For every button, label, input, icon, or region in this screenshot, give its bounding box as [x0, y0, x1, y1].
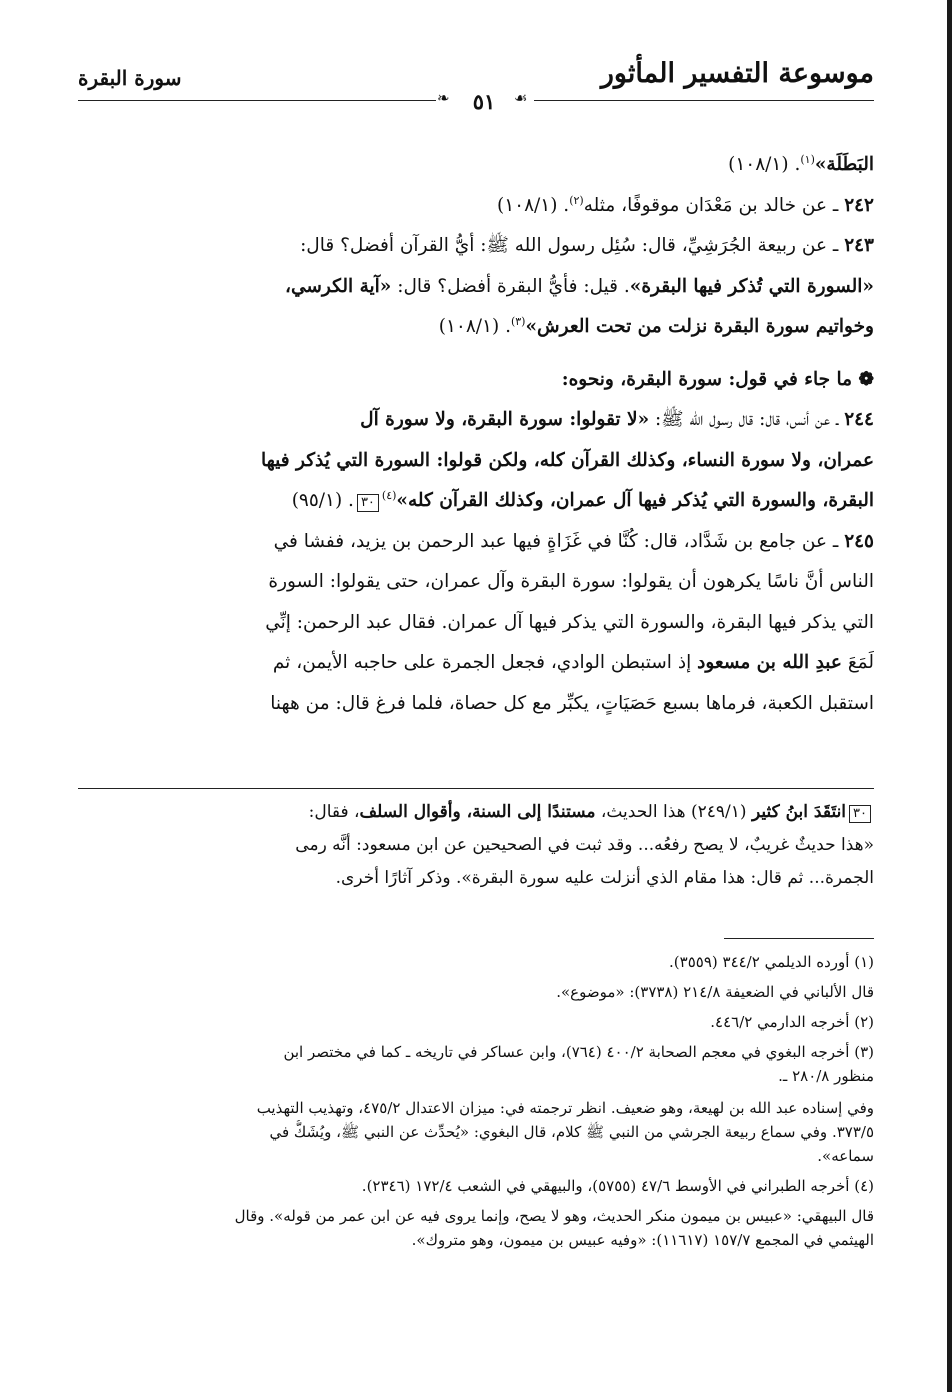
footnote-line: (٢) أخرجه الدارمي ٤٤٦/٢.	[710, 1013, 874, 1031]
header-rule-left	[78, 100, 436, 101]
flower-ornament-icon: ❁	[852, 368, 874, 390]
footnote-separator	[724, 938, 874, 939]
note-ref-box: ٣٠	[357, 494, 379, 512]
entry-243-line: وخواتيم سورة البقرة نزلت من تحت العرش»$^{(٣)}$. (١٠٨/١)	[438, 314, 874, 337]
footnote-line: (٣) أخرجه البغوي في معجم الصحابة ٤٠٠/٢ (٧٦٤)، وابن عساكر في تاريخه ـ كما في مختصر ابن	[283, 1043, 874, 1061]
footnote-line: منظور ٢٨٠/٨ ـ.	[778, 1067, 874, 1085]
main-text	[78, 145, 874, 724]
footnotes	[78, 950, 874, 1252]
footnote-line: (١) أورده الديلمي ٣٤٤/٢ (٣٥٥٩).	[669, 953, 874, 971]
footnote-ref: (١)	[800, 152, 815, 166]
entry-245-line: التي يذكر فيها البقرة، والسورة التي يذكر فيها آل عمران. فقال عبد الرحمن: إنِّي	[265, 611, 874, 633]
footnote-line: قال الألباني في الضعيفة ٢١٤/٨ (٣٧٣٨): «موضوع».	[556, 983, 874, 1001]
entry-243-line: ٢٤٣ ـ عن ربيعة الجُرَشِيِّ، قال: سُئِل رسول الله ﷺ: أيُّ القرآن أفضل؟ قال:	[300, 235, 874, 256]
footnote-line: قال البيهقي: «عبيس بن ميمون منكر الحديث، وهو لا يصح، وإنما يروى فيه عن ابن عمر من قوله». وقال	[234, 1207, 874, 1225]
footnote-line: الهيثمي في المجمع ١٥٧/٧ (١١٦١٧): «وفيه عبيس بن ميمون، وهو متروك».	[411, 1231, 874, 1249]
footnote-ref: (٢)	[569, 193, 584, 207]
entry-244-line: ٢٤٤ ـ عن أنس، قال: قال رسول الله ﷺ: «لا تقولوا: سورة البقرة، ولا سورة آل	[360, 409, 874, 430]
entry-243-line: «السورة التي تُذكر فيها البقرة». قيل: فأيُّ البقرة أفضل؟ قال: «آية الكرسي،	[285, 275, 874, 297]
footnote-ref: (٤)	[381, 488, 397, 502]
note-line: «هذا حديثٌ غريبٌ، لا يصح رفعُه... وقد ثبت في الصحيحين عن ابن مسعود: أنَّه رمى	[295, 835, 874, 855]
entry-number: ٢٤٢	[844, 194, 874, 216]
footnote-ref: (٣)	[510, 314, 526, 328]
editorial-note	[78, 796, 874, 895]
running-title-surah: سورة البقرة	[78, 66, 182, 90]
page-number: ٥١	[472, 89, 496, 114]
entry-number: ٢٤٥	[844, 530, 874, 552]
entry-244-line: عمران، ولا سورة النساء، وكذلك القرآن كله، ولكن قولوا: السورة التي يُذكر فيها	[261, 449, 874, 471]
header-rule-right	[534, 100, 874, 101]
entry-number: ٢٤٣	[844, 235, 874, 256]
footnote-line: وفي إسناده عبد الله بن لهيعة، وهو ضعيف. انظر ترجمته في: ميزان الاعتدال ٤٧٥/٢، وتهذيب التهذيب	[256, 1099, 874, 1117]
ornament-left-icon: ❧	[437, 89, 450, 107]
footnote-line: (٤) أخرجه الطبراني في الأوسط ٤٧/٦ (٥٧٥٥)، والبيهقي في الشعب ١٧٢/٤ (٢٣٤٦).	[361, 1177, 874, 1195]
footnote-line: سماعه».	[817, 1147, 874, 1165]
entry-244-line: البقرة، والسورة التي يُذكر فيها آل عمران، وكذلك القرآن كله»$^{(٤)}$٣٠. (٩٥/١)	[291, 488, 874, 511]
running-title-book: موسوعة التفسير المأثور	[600, 58, 874, 89]
note-separator	[78, 788, 874, 789]
note-number-box: ٣٠	[849, 805, 871, 823]
ornament-right-icon: ☙	[514, 89, 528, 107]
entry-245-line: الناس أنَّ ناسًا يكرهون أن يقولوا: سورة البقرة وآل عمران، حتى يقولوا: السورة	[268, 571, 874, 592]
page-edge	[947, 0, 952, 1392]
entry-number: ٢٤٤	[844, 409, 874, 430]
footnote-line: ٣٧٣/٥. وفي سماع ربيعة الجرشي من النبي ﷺ كلام، قال البغوي: «يُحدِّث عن النبي ﷺ، ويُشَكُّ في	[269, 1123, 874, 1141]
entry-245-line: ٢٤٥ ـ عن جامع بن شَدَّاد، قال: كُنَّا في غَزَاةٍ فيها عبد الرحمن بن يزيد، ففشا في	[273, 530, 874, 552]
note-line: ٣٠انتَقَدَ ابنُ كثير (٢٤٩/١) هذا الحديث، مستندًا إلى السنة، وأقوال السلف، فقال:	[78, 796, 874, 829]
note-line: الجمرة... ثم قال: هذا مقام الذي أنزلت عليه سورة البقرة». وذكر آثارًا أخرى.	[335, 868, 874, 888]
entry-242: ٢٤٢ ـ عن خالد بن مَعْدَان موقوفًا، مثله$^{(٢)}$. (١٠٨/١)	[497, 193, 874, 216]
entry-245-line: لَمَعَ عبدِ الله بن مسعود إذ استبطن الوادي، فجعل الجمرة على حاجبه الأيمن، ثم	[272, 652, 874, 673]
section-heading: ❁ ما جاء في قول: سورة البقرة، ونحوه:	[561, 368, 874, 390]
entry-241-tail: البَطَلَة»$^{(١)}$. (١٠٨/١)	[728, 152, 874, 175]
entry-245-line: استقبل الكعبة، فرماها بسبع حَصَيَاتٍ، يكبِّر مع كل حصاة، فلما فرغ قال: من ههنا	[270, 692, 874, 714]
